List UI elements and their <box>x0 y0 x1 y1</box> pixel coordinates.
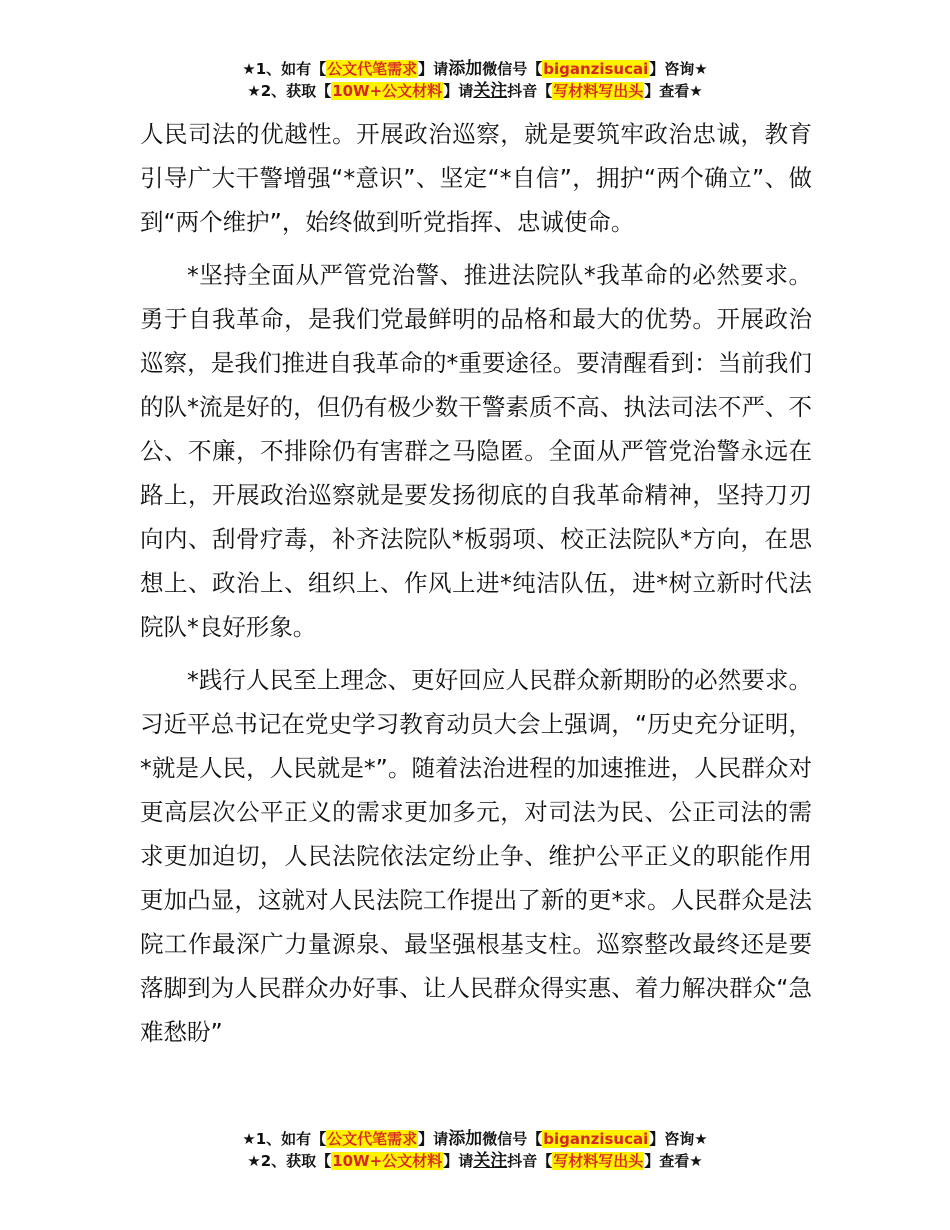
banner-line-1: ★1、如有【公文代笔需求】请添加微信号【biganzisucai】咨询★ <box>242 59 708 79</box>
banner-highlight-materials: 10W+公文材料 <box>332 82 443 100</box>
footer-highlight-douyin-account: 写材料写出头 <box>553 1152 644 1170</box>
footer-banner-line-1: ★1、如有【公文代笔需求】请添加微信号【biganzisucai】咨询★ <box>242 1129 708 1149</box>
banner-highlight-wechat-id: biganzisucai <box>543 60 649 78</box>
header-banner <box>0 58 950 102</box>
banner-line-2: ★2、获取【10W+公文材料】请关注抖音【写材料写出头】查看★ <box>247 81 703 101</box>
paragraph-2: *坚持全面从严管党治警、推进法院队*我革命的必然要求。勇于自我革命，是我们党最鲜明的品格和最大的优势。开展政治巡察，是我们推进自我革命的*重要途径。要清醒看到：当前我们的队*流是好的，但仍有极少数干警素质不高、执法司法不严、不公、不廉，不排除仍有害群之马隐匿。全面从严管党治警永远在路上，开展政治巡察就是要发扬彻底的自我革命精神，坚持刀刃向内、刮骨疗毒，补齐法院队*板弱项、校正法院队*方向，在思想上、政治上、组织上、作风上进*纯洁队伍，进*树立新时代法院队*良好形象。 <box>140 261 812 641</box>
banner-emphasis-add: 添加 <box>448 59 483 79</box>
footer-highlight-writing-service: 公文代笔需求 <box>327 1130 418 1148</box>
footer-banner <box>0 1128 950 1172</box>
banner-highlight-writing-service: 公文代笔需求 <box>327 60 418 78</box>
footer-emphasis-follow: 关注 <box>473 1151 508 1171</box>
paragraph-3: *践行人民至上理念、更好回应人民群众新期盼的必然要求。习近平总书记在党史学习教育动员大会上强调，“历史充分证明，*就是人民，人民就是*”。随着法治进程的加速推进，人民群众对更高层次公平正义的需求更加多元，对司法为民、公正司法的需求更加迫切，人民法院依法定纷止争、维护公平正义的职能作用更加凸显，这就对人民法院工作提出了新的更*求。人民群众是法院工作最深广力量源泉、最坚强根基支柱。巡察整改最终还是要落脚到为人民群众办好事、让人民群众得实惠、着力解决群众“急难愁盼” <box>140 666 812 1046</box>
banner-highlight-douyin-account: 写材料写出头 <box>553 82 644 100</box>
paragraph-1: 人民司法的优越性。开展政治巡察，就是要筑牢政治忠诚，教育引导广大干警增强“*意识”、坚定“*自信”，拥护“两个确立”、做到“两个维护”，始终做到听党指挥、忠诚使命。 <box>140 120 812 236</box>
footer-highlight-wechat-id: biganzisucai <box>543 1130 649 1148</box>
footer-banner-line-2: ★2、获取【10W+公文材料】请关注抖音【写材料写出头】查看★ <box>247 1151 703 1171</box>
document-body <box>140 112 812 1063</box>
footer-emphasis-add: 添加 <box>448 1129 483 1149</box>
banner-emphasis-follow: 关注 <box>473 81 508 101</box>
footer-highlight-materials: 10W+公文材料 <box>332 1152 443 1170</box>
